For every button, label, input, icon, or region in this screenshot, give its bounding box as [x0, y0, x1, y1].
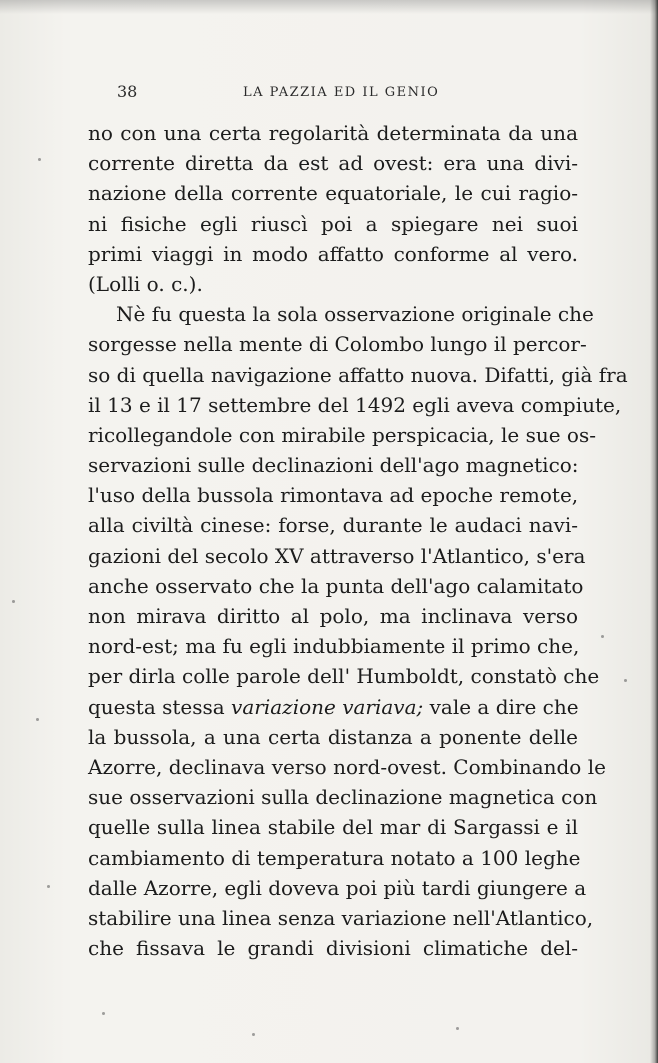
text-line: l'uso della bussola rimontava ad epoche remote,: [88, 483, 579, 508]
text-line: stabilire una linea senza variazione nell'Atlantico,: [88, 905, 594, 930]
page-top-shadow: [0, 0, 658, 14]
body-text: [88, 118, 628, 963]
paper-speck: [252, 1033, 255, 1036]
paper-speck: [38, 158, 41, 161]
text-line: corrente diretta da est ad ovest: era una divi-: [88, 151, 578, 176]
text-line: anche osservato che la punta dell'ago calamitato: [88, 573, 584, 598]
text-line: quelle sulla linea stabile del mar di Sargassi e il: [88, 815, 578, 840]
text-line: dalle Azorre, egli doveva poi più tardi giungere a: [88, 875, 587, 900]
paper-speck: [102, 1012, 105, 1015]
text-run: vale a dire che: [423, 694, 579, 719]
text-line: servazioni sulle declinazioni dell'ago magnetico:: [88, 453, 579, 478]
text-line: nord-est; ma fu egli indubbiamente il primo che,: [88, 634, 580, 659]
italic-run: variazione variava;: [231, 694, 424, 719]
text-line: primi viaggi in modo affatto conforme al vero.: [88, 241, 578, 266]
text-line-with-italics: [88, 692, 578, 722]
text-line: no con una certa regolarità determinata da una: [88, 121, 578, 145]
paper-speck: [36, 718, 39, 721]
text-line: sue osservazioni sulla declinazione magnetica con: [88, 785, 598, 810]
text-line: la bussola, a una certa distanza a ponente delle: [88, 724, 578, 749]
text-line: so di quella navigazione affatto nuova. Difatti, già fra: [88, 362, 628, 387]
text-line: ni fisiche egli riuscì poi a spiegare nei suoi: [88, 211, 578, 236]
running-title: LA PAZZIA ED IL GENIO: [243, 85, 440, 100]
page-number: 38: [117, 82, 138, 101]
text-line: Azorre, declinava verso nord-ovest. Combinando le: [88, 754, 606, 779]
text-line: gazioni del secolo XV attraverso l'Atlantico, s'era: [88, 543, 586, 568]
text-line: che fissava le grandi divisioni climatiche del-: [88, 936, 578, 961]
text-line: nazione della corrente equatoriale, le cui ragio-: [88, 181, 578, 206]
text-line: cambiamento di temperatura notato a 100 leghe: [88, 845, 581, 870]
text-line: sorgesse nella mente di Colombo lungo il percor-: [88, 332, 587, 357]
text-line: ricollegandole con mirabile perspicacia, le sue os-: [88, 422, 596, 447]
text-line: Nè fu questa la sola osservazione originale che: [116, 302, 594, 327]
text-run: questa stessa: [88, 694, 232, 719]
page-binding-edge: [650, 0, 658, 1063]
text-line: per dirla colle parole dell' Humboldt, constatò che: [88, 664, 600, 689]
text-line: alla civiltà cinese: forse, durante le audaci navi-: [88, 513, 578, 538]
paper-speck: [601, 635, 604, 638]
text-line: il 13 e il 17 settembre del 1492 egli aveva compiute,: [88, 392, 622, 417]
paper-speck: [47, 885, 50, 888]
paper-speck: [624, 679, 627, 682]
paper-speck: [456, 1027, 459, 1030]
page-header: [117, 82, 577, 104]
paper-speck: [12, 600, 15, 603]
text-line: non mirava diritto al polo, ma inclinava verso: [88, 604, 578, 628]
text-line: (Lolli o. c.).: [88, 271, 203, 296]
